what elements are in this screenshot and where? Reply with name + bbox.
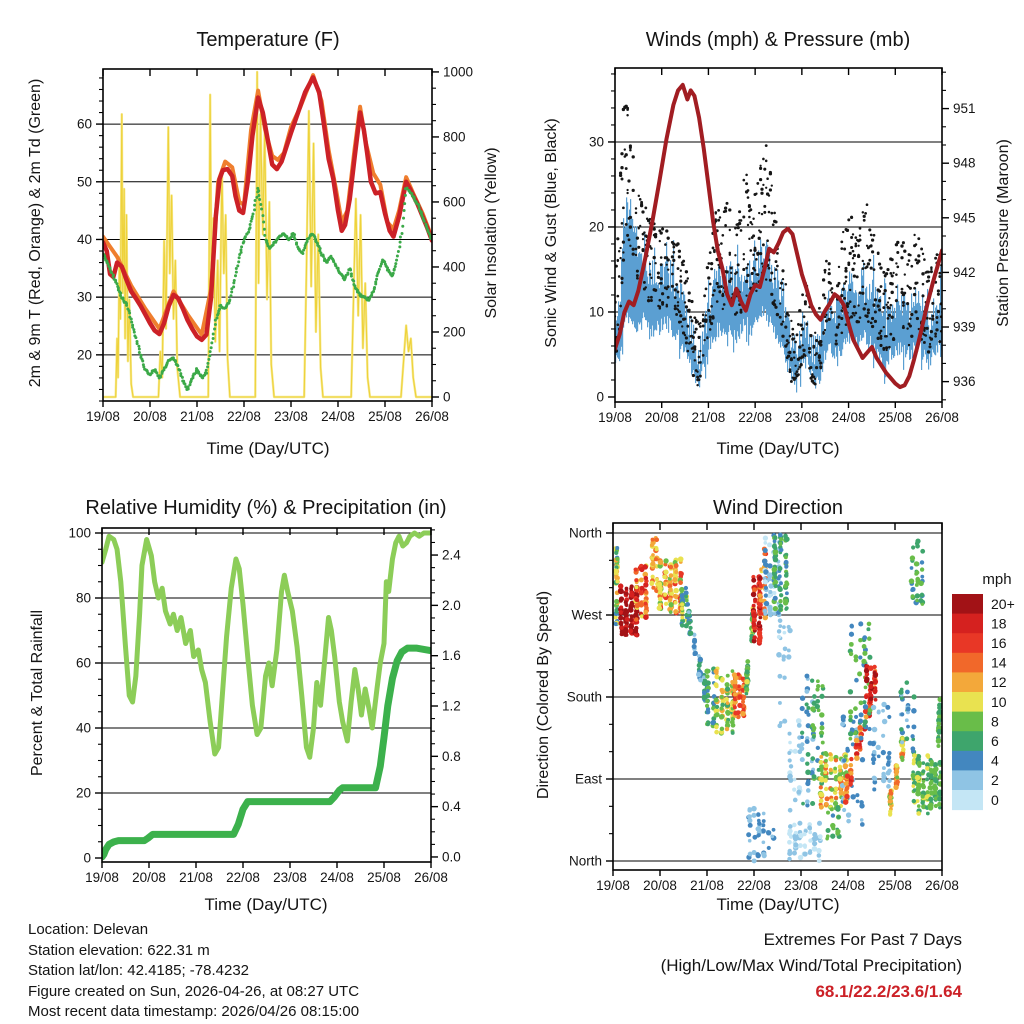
wind-direction-chart-title: Wind Direction: [712, 497, 844, 519]
winds-yaxis-right-label: Station Pressure (Maroon): [995, 139, 1012, 327]
station-location: Location: Delevan: [28, 921, 149, 938]
station-latlon: Station lat/lon: 42.4185; -78.4232: [28, 962, 250, 980]
figure-created-timestamp: Figure created on Sun, 2026-04-26, at 08:27 UTC: [28, 982, 360, 1000]
humidity-yaxis-left-label: Percent & Total Rainfall: [29, 610, 46, 777]
temperature-xaxis-label: Time (Day/UTC): [206, 439, 330, 458]
extremes-heading: Extremes For Past 7 Days: [763, 930, 962, 949]
extremes-subheading: (High/Low/Max Wind/Total Precipitation): [660, 956, 962, 975]
temperature-chart-title: Temperature (F): [196, 29, 340, 51]
humidity-precip-chart-title: Relative Humidity (%) & Precipitation (in): [85, 497, 447, 519]
winds-pressure-chart-title: Winds (mph) & Pressure (mb): [645, 29, 911, 51]
humidity-xaxis-label: Time (Day/UTC): [204, 895, 328, 914]
station-elevation: Station elevation: 622.31 m: [28, 941, 210, 959]
winds-yaxis-left-label: Sonic Wind & Gust (Blue, Black): [543, 118, 560, 348]
temperature-yaxis-left-label: 2m & 9m T (Red, Orange) & 2m Td (Green): [27, 78, 44, 388]
station-info-block: [28, 920, 359, 1023]
wind-direction-xaxis-label: Time (Day/UTC): [716, 895, 840, 914]
winds-xaxis-label: Time (Day/UTC): [716, 439, 840, 458]
legend-title: mph: [982, 571, 1012, 588]
most-recent-data-timestamp: Most recent data timestamp: 2026/04/26 08:15:00: [28, 1003, 360, 1021]
extremes-values: 68.1/22.2/23.6/1.64: [815, 982, 962, 1001]
temperature-yaxis-right-label: Solar Insolation (Yellow): [483, 147, 500, 319]
wind-direction-yaxis-left-label: Direction (Colored By Speed): [535, 590, 552, 800]
extremes-block: [661, 927, 962, 1005]
